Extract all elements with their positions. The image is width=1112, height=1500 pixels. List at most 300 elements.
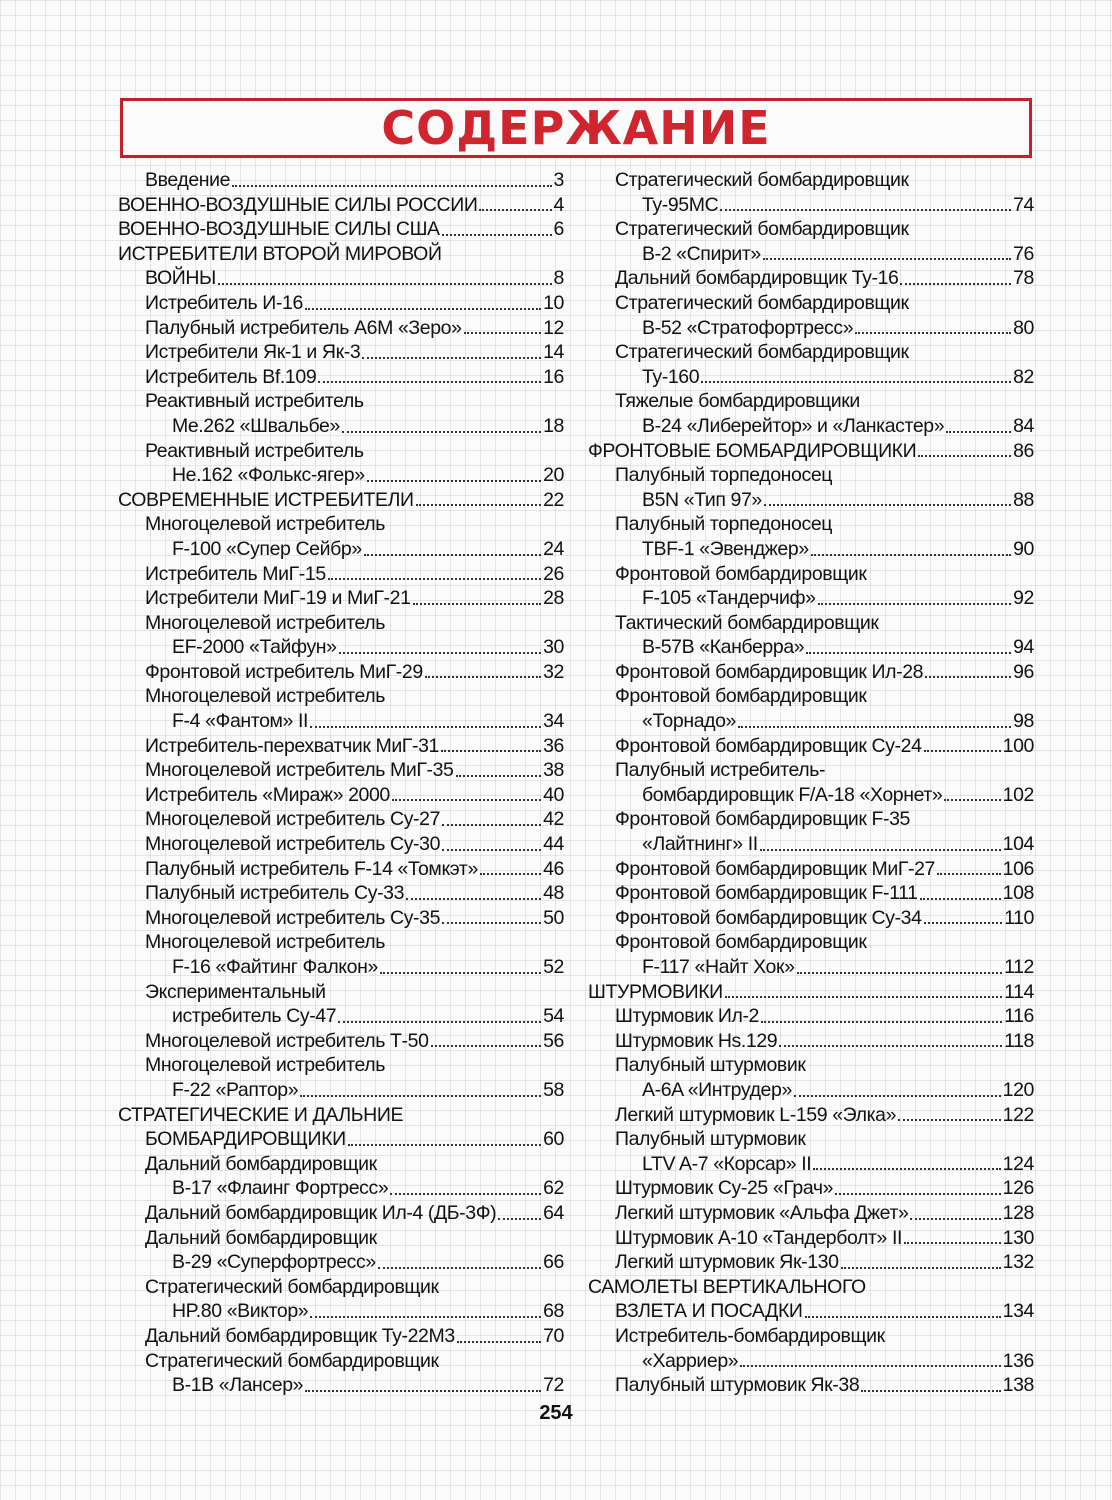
toc-entry-page: 96 (1013, 660, 1034, 683)
toc-leader-dots (342, 431, 541, 433)
toc-entry (118, 1029, 564, 1054)
toc-entry (588, 832, 1034, 857)
toc-entry-page: 24 (543, 537, 564, 560)
toc-entry-title: Ту-160 (642, 365, 700, 388)
toc-leader-dots (406, 898, 541, 900)
toc-entry (118, 1299, 564, 1324)
toc-entry-page: 62 (543, 1177, 564, 1200)
toc-entry-page: 38 (543, 759, 564, 782)
toc-entry-title: Тяжелые бомбардировщики (615, 390, 860, 413)
toc-entry (118, 389, 564, 414)
toc-entry-page: 110 (1004, 906, 1034, 929)
toc-entry-title: Истребитель МиГ-15 (145, 562, 326, 585)
toc-leader-dots (924, 922, 1003, 924)
toc-entry-page: 116 (1004, 1005, 1034, 1028)
toc-entry-title: Реактивный истребитель (145, 439, 364, 462)
toc-entry (588, 586, 1034, 611)
toc-entry (118, 807, 564, 832)
toc-entry-page: 6 (553, 218, 564, 241)
toc-entry-title: Введение (145, 169, 231, 191)
toc-entry-title: He.162 «Фолькс-ягер» (172, 464, 365, 487)
toc-entry-page: 44 (543, 833, 564, 856)
toc-leader-dots (760, 849, 1001, 851)
toc-leader-dots (390, 1193, 541, 1195)
toc-entry (118, 586, 564, 611)
toc-entry (588, 439, 1034, 464)
toc-leader-dots (898, 1119, 1001, 1121)
toc-entry-page: 58 (543, 1078, 564, 1101)
toc-leader-dots (740, 1365, 1000, 1367)
toc-entry-title: Истребитель «Мираж» 2000 (145, 783, 390, 806)
toc-entry-title: Дальний бомбардировщик (145, 1226, 377, 1249)
toc-entry-title: B-57B «Канберра» (642, 636, 805, 659)
toc-entry (118, 1103, 564, 1128)
toc-entry (588, 1201, 1034, 1226)
toc-entry-page: 54 (543, 1005, 564, 1028)
toc-entry-title: Палубный истребитель А6М «Зеро» (145, 316, 462, 339)
toc-leader-dots (442, 849, 541, 851)
toc-entry (118, 709, 564, 734)
toc-leader-dots (339, 652, 541, 654)
toc-entry-title: Палубный торпедоносец (615, 513, 833, 536)
toc-leader-dots (925, 676, 1011, 678)
toc-entry (588, 1078, 1034, 1103)
toc-entry-page: 102 (1002, 783, 1034, 806)
toc-leader-dots (364, 554, 541, 556)
toc-entry (588, 217, 1034, 242)
toc-entry (588, 1299, 1034, 1324)
toc-entry (588, 1029, 1034, 1054)
toc-entry (588, 635, 1034, 660)
toc-entry-page: 90 (1013, 537, 1034, 560)
toc-leader-dots (441, 750, 541, 752)
toc-entry (588, 365, 1034, 390)
toc-entry (588, 242, 1034, 267)
toc-entry-title: Me.262 «Швальбе» (172, 414, 340, 437)
toc-entry-page: 52 (543, 956, 564, 978)
toc-entry (588, 660, 1034, 685)
toc-entry (588, 389, 1034, 414)
toc-entry-title: Многоцелевой истребитель Су-27 (145, 808, 441, 831)
toc-leader-dots (779, 1045, 1002, 1047)
toc-entry (118, 340, 564, 365)
toc-entry (118, 1349, 564, 1374)
toc-entry (588, 291, 1034, 316)
toc-entry-title: Стратегический бомбардировщик (615, 341, 909, 364)
toc-entry-title: «Лайтнинг» II (642, 833, 758, 856)
toc-entry (118, 512, 564, 537)
toc-entry-title: B-52 «Стратофортресс» (642, 316, 854, 339)
toc-entry-title: LTV A-7 «Корсар» II (642, 1152, 812, 1175)
toc-entry-title: БОМБАРДИРОВЩИКИ (145, 1128, 346, 1151)
toc-leader-dots (900, 283, 1011, 285)
toc-entry-page: 136 (1002, 1349, 1034, 1372)
toc-entry (118, 1201, 564, 1226)
toc-entry-title: Стратегический бомбардировщик (145, 1275, 439, 1298)
toc-leader-dots (425, 676, 541, 678)
toc-entry (588, 684, 1034, 709)
toc-entry-title: Многоцелевой истребитель МиГ-35 (145, 759, 454, 782)
toc-entry-page: 112 (1004, 956, 1034, 978)
toc-leader-dots (348, 1144, 541, 1146)
toc-entry (588, 1127, 1034, 1152)
toc-entry (588, 414, 1034, 439)
toc-entry-title: Фронтовой бомбардировщик F-111 (615, 882, 918, 905)
toc-entry (588, 1226, 1034, 1251)
toc-entry (118, 562, 564, 587)
toc-entry-page: 3 (553, 169, 564, 191)
toc-entry-page: 10 (543, 291, 564, 314)
toc-entry-title: Фронтовой бомбардировщик (615, 562, 867, 585)
toc-entry-title: B-1B «Лансер» (172, 1374, 304, 1397)
toc-leader-dots (701, 381, 1011, 383)
toc-entry-title: ВОЕННО-ВОЗДУШНЫЕ СИЛЫ США (118, 218, 440, 241)
toc-leader-dots (413, 603, 542, 605)
toc-entry-title: Многоцелевой истребитель Су-35 (145, 906, 441, 929)
toc-entry (118, 1324, 564, 1349)
toc-entry-title: ВОЙНЫ (145, 267, 216, 290)
toc-leader-dots (218, 283, 552, 285)
toc-entry (588, 1373, 1034, 1398)
toc-leader-dots (464, 332, 542, 334)
toc-entry-title: Многоцелевой истребитель (145, 685, 386, 708)
toc-entry-title: Палубный истребитель F-14 «Томкэт» (145, 857, 478, 880)
toc-leader-dots (794, 1095, 1001, 1097)
toc-entry-title: F-22 «Раптор» (172, 1078, 299, 1101)
toc-entry-page: 66 (543, 1251, 564, 1274)
toc-entry (588, 955, 1034, 980)
toc-leader-dots (910, 1218, 1000, 1220)
toc-entry-title: F-100 «Супер Сейбр» (172, 537, 362, 560)
toc-leader-dots (946, 431, 1011, 433)
toc-leader-dots (442, 824, 541, 826)
toc-leader-dots (811, 554, 1011, 556)
toc-entry-title: Фронтовой бомбардировщик (615, 685, 867, 708)
toc-entry-title: Штурмовик Hs.129 (615, 1029, 778, 1052)
toc-entry-page: 84 (1013, 414, 1034, 437)
toc-entry-page: 34 (543, 710, 564, 733)
toc-entry-title: Штурмовик Ил-2 (615, 1005, 759, 1028)
toc-entry (588, 1250, 1034, 1275)
toc-entry (588, 1349, 1034, 1374)
toc-entry-title: Многоцелевой истребитель Су-30 (145, 833, 441, 856)
toc-entry (588, 193, 1034, 218)
toc-entry-page: 92 (1013, 587, 1034, 610)
toc-leader-dots (918, 455, 1011, 457)
toc-leader-dots (764, 504, 1011, 506)
toc-entry (588, 168, 1034, 193)
toc-entry (588, 537, 1034, 562)
toc-entry (118, 1250, 564, 1275)
toc-entry-page: 16 (543, 365, 564, 388)
toc-entry-title: Экспериментальный (145, 980, 326, 1003)
toc-entry-title: Реактивный истребитель (145, 390, 364, 413)
toc-entry (118, 193, 564, 218)
toc-entry-page: 104 (1002, 833, 1034, 856)
toc-entry-title: Стратегический бомбардировщик (145, 1349, 439, 1372)
toc-entry-page: 22 (543, 488, 564, 511)
toc-entry (588, 980, 1034, 1005)
toc-leader-dots (920, 898, 1001, 900)
toc-entry-title: ИСТРЕБИТЕЛИ ВТОРОЙ МИРОВОЙ (118, 242, 442, 265)
toc-entry-page: 14 (543, 341, 564, 364)
toc-entry (588, 881, 1034, 906)
toc-entry (118, 955, 564, 980)
toc-entry (118, 1373, 564, 1398)
toc-entry (118, 537, 564, 562)
toc-entry (118, 488, 564, 513)
toc-entry (118, 1176, 564, 1201)
toc-entry-page: 126 (1002, 1177, 1034, 1200)
toc-entry (588, 709, 1034, 734)
toc-entry (118, 365, 564, 390)
toc-entry-title: F-117 «Найт Хок» (642, 956, 795, 978)
toc-entry (588, 758, 1034, 783)
toc-leader-dots (367, 480, 541, 482)
toc-entry-page: 12 (543, 316, 564, 339)
toc-leader-dots (763, 258, 1011, 260)
toc-entry-page: 134 (1002, 1300, 1034, 1323)
toc-entry-title: Истребители МиГ-19 и МиГ-21 (145, 587, 411, 610)
toc-entry-page: 94 (1013, 636, 1034, 659)
toc-leader-dots (318, 381, 541, 383)
page-title: СОДЕРЖАНИЕ (381, 101, 771, 155)
toc-entry-title: Дальний бомбардировщик Ту-22М3 (145, 1324, 455, 1347)
toc-leader-dots (818, 603, 1011, 605)
toc-entry-page: 4 (553, 193, 564, 216)
toc-entry-page: 132 (1002, 1251, 1034, 1274)
toc-entry (588, 512, 1034, 537)
toc-entry-title: Истребитель И-16 (145, 291, 303, 314)
toc-entry (588, 316, 1034, 341)
toc-entry (118, 857, 564, 882)
toc-entry-page: 56 (543, 1029, 564, 1052)
toc-leader-dots (338, 1021, 541, 1023)
toc-entry-page: 60 (543, 1128, 564, 1151)
toc-leader-dots (806, 652, 1011, 654)
toc-leader-dots (498, 1218, 541, 1220)
toc-leader-dots (805, 1316, 1001, 1318)
toc-entry-title: Истребитель-перехватчик МиГ-31 (145, 734, 439, 757)
toc-entry-page: 46 (543, 857, 564, 880)
toc-entry-title: B-2 «Спирит» (642, 242, 761, 265)
toc-entry-page: 98 (1013, 710, 1034, 733)
toc-leader-dots (944, 799, 1000, 801)
toc-entry-title: Истребитель-бомбардировщик (615, 1324, 885, 1347)
toc-entry-title: Палубный истребитель Су-33 (145, 882, 405, 905)
toc-entry-title: B-29 «Суперфортресс» (172, 1251, 376, 1274)
toc-entry (118, 906, 564, 931)
toc-leader-dots (310, 1316, 541, 1318)
toc-entry (118, 1078, 564, 1103)
toc-leader-dots (457, 1341, 541, 1343)
toc-entry-title: Легкий штурмовик L-159 «Элка» (615, 1103, 897, 1126)
toc-leader-dots (392, 799, 541, 801)
toc-entry-title: Стратегический бомбардировщик (615, 218, 909, 241)
toc-leader-dots (904, 1242, 1001, 1244)
toc-leader-dots (232, 185, 551, 187)
toc-entry (118, 1004, 564, 1029)
toc-entry (118, 930, 564, 955)
toc-leader-dots (813, 1168, 1000, 1170)
toc-entry (588, 906, 1034, 931)
toc-entry (118, 414, 564, 439)
toc-entry-title: TBF-1 «Эвенджер» (642, 537, 809, 560)
toc-entry-title: СОВРЕМЕННЫЕ ИСТРЕБИТЕЛИ (118, 488, 414, 511)
toc-entry-title: F-105 «Тандерчиф» (642, 587, 816, 610)
toc-entry-title: Палубный штурмовик Як-38 (615, 1374, 860, 1397)
toc-entry-title: B5N «Тип 97» (642, 488, 762, 511)
toc-leader-dots (479, 209, 551, 211)
toc-entry-page: 100 (1002, 734, 1034, 757)
toc-entry-title: Истребитель Bf.109 (145, 365, 317, 388)
toc-entry (118, 635, 564, 660)
toc-entry-title: СТРАТЕГИЧЕСКИЕ И ДАЛЬНИЕ (118, 1103, 404, 1126)
toc-entry-title: Легкий штурмовик «Альфа Джет» (615, 1201, 909, 1224)
toc-entry-title: Фронтовой бомбардировщик МиГ-27 (615, 857, 935, 880)
toc-entry-page: 82 (1013, 365, 1034, 388)
toc-entry-title: HP.80 «Виктор» (172, 1300, 309, 1323)
toc-entry-page: 40 (543, 783, 564, 806)
toc-entry (118, 316, 564, 341)
toc-entry-title: ФРОНТОВЫЕ БОМБАРДИРОВЩИКИ (588, 439, 917, 462)
toc-leader-dots (855, 332, 1011, 334)
toc-entry (118, 980, 564, 1005)
toc-entry (588, 463, 1034, 488)
toc-entry (118, 291, 564, 316)
toc-entry (118, 217, 564, 242)
toc-entry (588, 1103, 1034, 1128)
toc-leader-dots (725, 996, 1002, 998)
title-box (120, 98, 1032, 158)
toc-entry-title: «Торнадо» (642, 710, 737, 733)
toc-left-column (118, 168, 564, 1398)
toc-entry-page: 118 (1004, 1029, 1034, 1052)
toc-entry (588, 340, 1034, 365)
toc-entry-title: Штурмовик Су-25 «Грач» (615, 1177, 834, 1200)
toc-entry-page: 70 (543, 1324, 564, 1347)
toc-entry (118, 611, 564, 636)
toc-entry-page: 122 (1002, 1103, 1034, 1126)
toc-entry-page: 124 (1002, 1152, 1034, 1175)
toc-entry-title: Дальний бомбардировщик Ту-16 (615, 267, 899, 290)
toc-entry (588, 1176, 1034, 1201)
toc-entry (118, 783, 564, 808)
toc-entry-title: Фронтовой бомбардировщик Су-34 (615, 906, 922, 929)
toc-entry-title: Истребители Як-1 и Як-3 (145, 341, 361, 364)
toc-entry-page: 32 (543, 660, 564, 683)
toc-entry-page: 18 (543, 414, 564, 437)
toc-entry-title: F-4 «Фантом» II (172, 710, 309, 733)
toc-leader-dots (362, 357, 541, 359)
toc-entry-title: Ту-95МС (642, 193, 719, 216)
toc-entry (588, 562, 1034, 587)
toc-entry-title: Палубный штурмовик (615, 1054, 806, 1077)
toc-entry (588, 1275, 1034, 1300)
toc-entry-page: 88 (1013, 488, 1034, 511)
toc-entry (588, 807, 1034, 832)
toc-leader-dots (442, 234, 552, 236)
toc-entry-title: Стратегический бомбардировщик (615, 291, 909, 314)
toc-leader-dots (456, 775, 542, 777)
toc-leader-dots (310, 726, 541, 728)
toc-entry (118, 832, 564, 857)
toc-entry-title: Многоцелевой истребитель (145, 1054, 386, 1077)
toc-entry-page: 138 (1002, 1374, 1034, 1397)
page-number: 254 (539, 1402, 573, 1424)
toc-entry-title: Легкий штурмовик Як-130 (615, 1251, 839, 1274)
toc-leader-dots (300, 1095, 541, 1097)
toc-right-column (588, 168, 1034, 1398)
toc-entry-page: 36 (543, 734, 564, 757)
toc-entry-page: 86 (1013, 439, 1034, 462)
toc-entry-page: 72 (543, 1374, 564, 1397)
toc-entry (588, 1004, 1034, 1029)
toc-entry-page: 76 (1013, 242, 1034, 265)
toc-entry (118, 463, 564, 488)
toc-leader-dots (861, 1390, 1000, 1392)
toc-entry (588, 734, 1034, 759)
toc-leader-dots (480, 873, 541, 875)
toc-leader-dots (328, 578, 541, 580)
toc-entry (118, 1275, 564, 1300)
toc-entry (588, 1152, 1034, 1177)
toc-entry (588, 857, 1034, 882)
toc-entry (118, 266, 564, 291)
toc-entry-title: ШТУРМОВИКИ (588, 980, 723, 1003)
toc-entry-page: 114 (1004, 980, 1034, 1003)
toc-entry-title: Дальний бомбардировщик Ил-4 (ДБ-3Ф) (145, 1201, 497, 1224)
toc-entry-page: 128 (1002, 1201, 1034, 1224)
toc-entry-title: Фронтовой бомбардировщик Ил-28 (615, 660, 924, 683)
toc-entry (588, 783, 1034, 808)
toc-entry-page: 42 (543, 808, 564, 831)
toc-entry-title: Фронтовой бомбардировщик Су-24 (615, 734, 922, 757)
toc-entry (118, 758, 564, 783)
toc-entry (118, 439, 564, 464)
toc-entry-title: Многоцелевой истребитель Т-50 (145, 1029, 429, 1052)
toc-leader-dots (738, 726, 1011, 728)
toc-leader-dots (378, 1267, 541, 1269)
toc-entry-title: B-17 «Флаинг Фортресс» (172, 1177, 389, 1200)
toc-entry-title: Дальний бомбардировщик (145, 1152, 377, 1175)
toc-entry-page: 74 (1013, 193, 1034, 216)
toc-entry-title: B-24 «Либерейтор» и «Ланкастер» (642, 414, 945, 437)
toc-entry (118, 168, 564, 193)
toc-entry (588, 266, 1034, 291)
toc-leader-dots (442, 922, 541, 924)
toc-entry-page: 48 (543, 882, 564, 905)
toc-entry (118, 1127, 564, 1152)
toc-entry-title: истребитель Су-47 (172, 1005, 337, 1028)
toc-entry-page: 80 (1013, 316, 1034, 339)
toc-leader-dots (416, 504, 541, 506)
toc-entry (118, 242, 564, 267)
toc-entry-page: 8 (553, 267, 564, 290)
toc-entry-title: ВОЕННО-ВОЗДУШНЫЕ СИЛЫ РОССИИ (118, 193, 478, 216)
toc-entry-page: 64 (543, 1201, 564, 1224)
toc-leader-dots (761, 1021, 1002, 1023)
toc-leader-dots (797, 972, 1003, 974)
toc-entry-title: Многоцелевой истребитель (145, 513, 386, 536)
toc-entry-page: 30 (543, 636, 564, 659)
toc-entry-title: Многоцелевой истребитель (145, 931, 386, 954)
toc-entry-page: 26 (543, 562, 564, 585)
toc-entry (118, 684, 564, 709)
toc-entry (588, 611, 1034, 636)
toc-entry-page: 108 (1002, 882, 1034, 905)
toc-entry-title: Палубный истребитель- (615, 759, 826, 782)
